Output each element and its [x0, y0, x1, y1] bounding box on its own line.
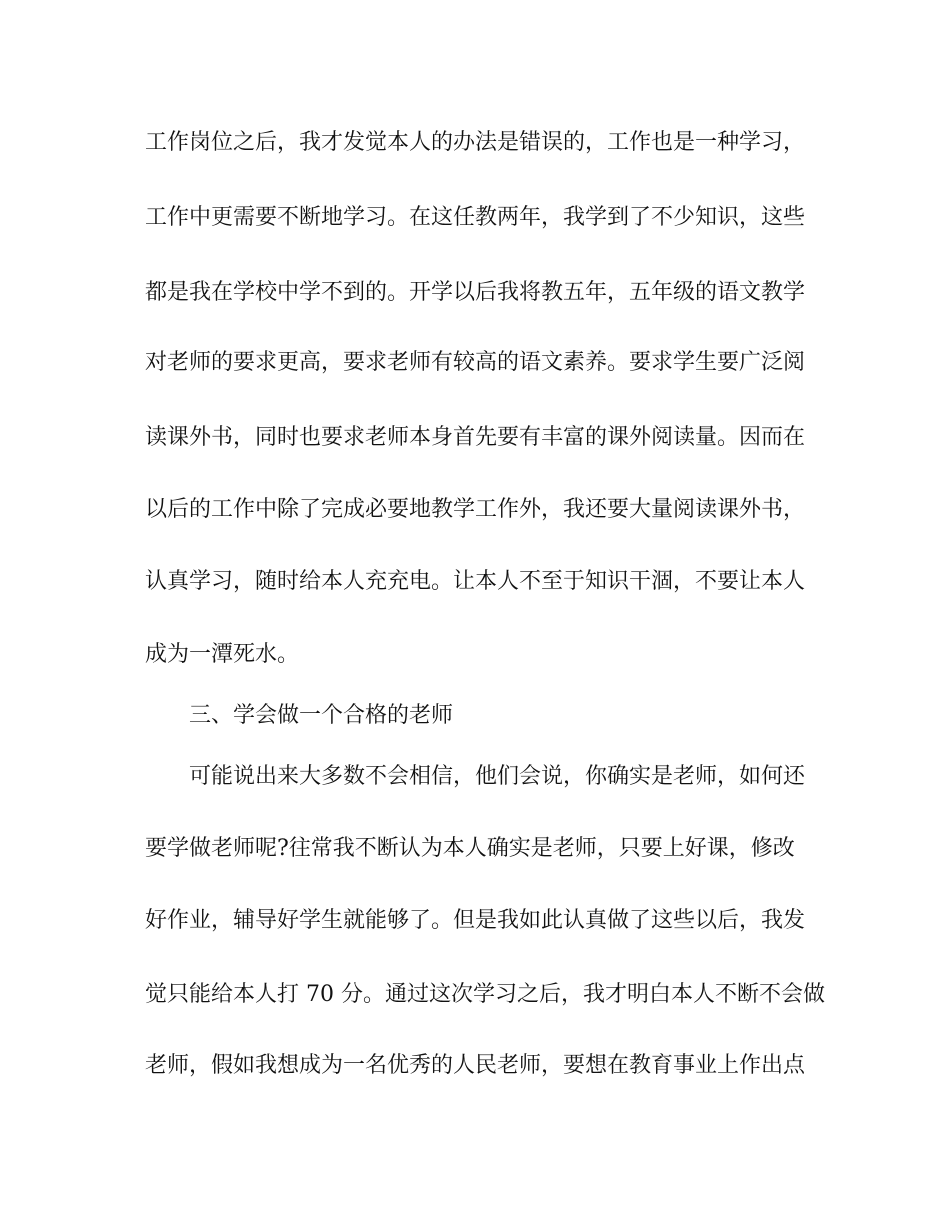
paragraph-line: 好作业，辅导好学生就能够了。但是我如此认真做了这些以后，我发: [145, 908, 806, 933]
paragraph-line: 老师，假如我想成为一名优秀的人民老师，要想在教育事业上作出点: [145, 1053, 806, 1078]
paragraph-line: 觉只能给本人打 70 分。通过这次学习之后，我才明白本人不断不会做: [145, 982, 825, 1007]
paragraph-line: 可能说出来大多数不会相信，他们会说，你确实是老师，如何还: [189, 764, 806, 789]
paragraph-line: 读课外书，同时也要求老师本身首先要有丰富的课外阅读量。因而在: [145, 425, 806, 450]
paragraph-line: 认真学习，随时给本人充充电。让本人不至于知识干涸，不要让本人: [145, 569, 806, 594]
paragraph-line: 工作中更需要不断地学习。在这任教两年，我学到了不少知识，这些: [145, 205, 806, 230]
paragraph-line: 都是我在学校中学不到的。开学以后我将教五年，五年级的语文教学: [145, 280, 806, 305]
paragraph-line: 成为一潭死水。: [145, 642, 300, 667]
paragraph-line: 以后的工作中除了完成必要地教学工作外，我还要大量阅读课外书，: [145, 497, 806, 522]
paragraph-line: 要学做老师呢?往常我不断认为本人确实是老师，只要上好课，修改: [145, 836, 795, 861]
paragraph-line: 工作岗位之后，我才发觉本人的办法是错误的，工作也是一种学习，: [145, 130, 806, 155]
paragraph-line: 对老师的要求更高，要求老师有较高的语文素养。要求学生要广泛阅: [145, 350, 806, 375]
section-heading: 三、学会做一个合格的老师: [189, 703, 454, 728]
